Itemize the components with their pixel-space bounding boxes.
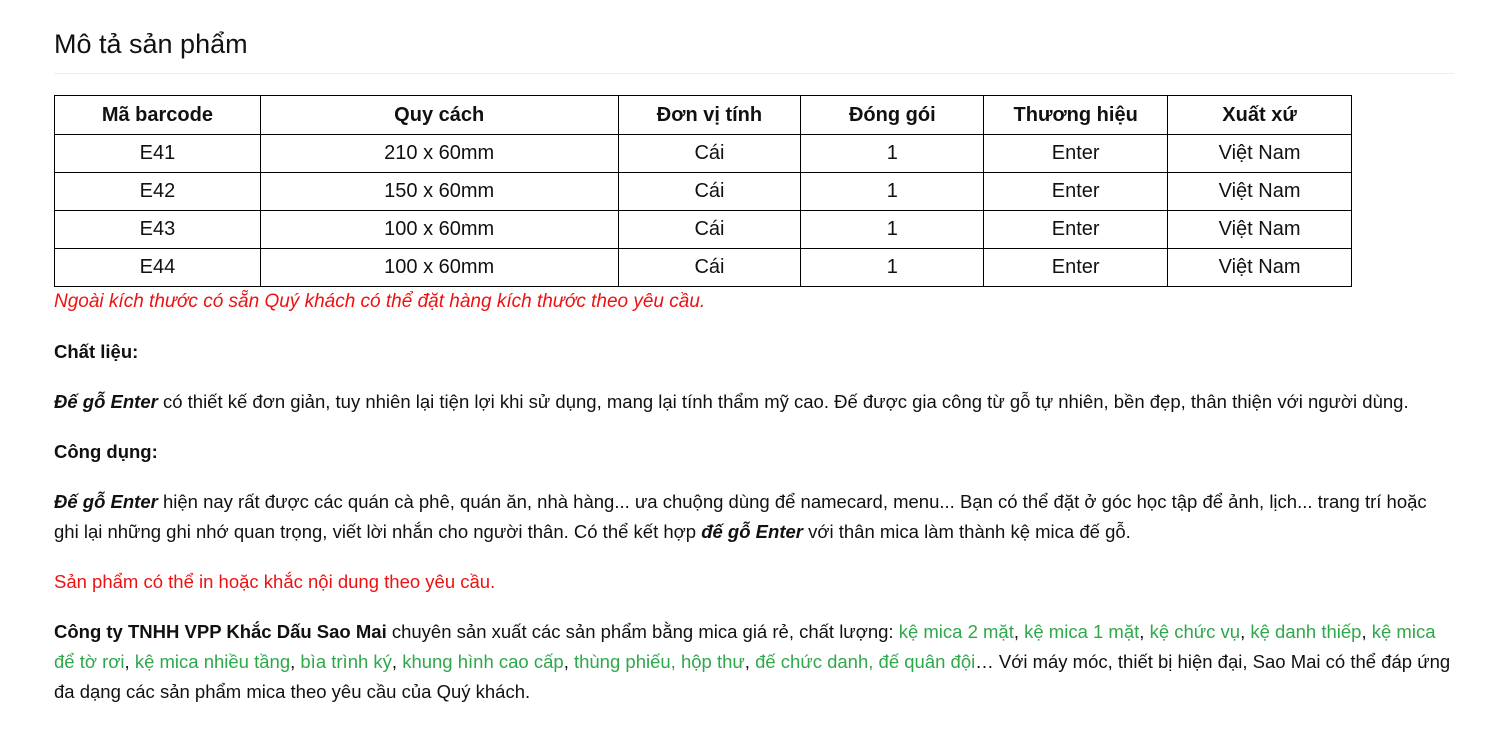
custom-size-note: Ngoài kích thước có sẵn Quý khách có thể đặt hàng kích thước theo yêu cầu. (54, 291, 706, 312)
table-row (55, 135, 1352, 173)
cell-packing: 1 (801, 249, 984, 287)
custom-print-note: Sản phẩm có thể in hoặc khắc nội dung theo yêu cầu. (54, 571, 496, 592)
cell-origin: Việt Nam (1168, 173, 1352, 211)
cell-origin: Việt Nam (1168, 135, 1352, 173)
header-unit: Đơn vị tính (618, 96, 801, 135)
product-name: Đế gỗ Enter (54, 491, 158, 512)
cell-unit: Cái (618, 211, 801, 249)
link-ke-mica-nhieu-tang[interactable]: kệ mica nhiều tầng (134, 651, 291, 672)
cell-barcode: E44 (55, 249, 261, 287)
separator: , (744, 651, 756, 672)
cell-barcode: E43 (55, 211, 261, 249)
table-header-row (55, 96, 1352, 135)
company-paragraph (54, 617, 1454, 707)
link-thung-phieu-hop-thu[interactable]: thùng phiếu, hộp thư (573, 651, 745, 672)
link-ke-mica-2-mat[interactable]: kệ mica 2 mặt (898, 621, 1014, 642)
product-name: đế gỗ Enter (701, 521, 803, 542)
header-brand: Thương hiệu (984, 96, 1168, 135)
separator: , (290, 651, 301, 672)
usage-text-end: với thân mica làm thành kệ mica đế gỗ. (802, 521, 1131, 542)
company-intro: chuyên sản xuất các sản phẩm bằng mica giá rẻ, chất lượng: (386, 621, 899, 642)
cell-brand: Enter (984, 135, 1168, 173)
link-ke-mica-de-to-roi[interactable]: kệ mica để tờ rơi (54, 621, 1436, 672)
link-ke-danh-thiep[interactable]: kệ danh thiếp (1250, 621, 1362, 642)
table-row (55, 173, 1352, 211)
cell-origin: Việt Nam (1168, 249, 1352, 287)
header-packing: Đóng gói (801, 96, 984, 135)
material-text: có thiết kế đơn giản, tuy nhiên lại tiện lợi khi sử dụng, mang lại tính thẩm mỹ cao. Đế được gia công từ gỗ tự nhiên, bền đẹp, thân thiện với người dùng. (157, 391, 1409, 412)
link-de-chuc-danh[interactable]: đế chức danh, đế quân đội (755, 651, 976, 672)
usage-heading: Công dụng: (54, 441, 158, 462)
cell-packing: 1 (801, 135, 984, 173)
cell-spec: 100 x 60mm (260, 211, 618, 249)
material-heading: Chất liệu: (54, 341, 139, 362)
separator: , (563, 651, 574, 672)
cell-brand: Enter (984, 249, 1168, 287)
link-khung-hinh-cao-cap[interactable]: khung hình cao cấp (402, 651, 564, 672)
cell-packing: 1 (801, 211, 984, 249)
cell-origin: Việt Nam (1168, 211, 1352, 249)
header-origin: Xuất xứ (1168, 96, 1352, 135)
separator: , (1240, 621, 1251, 642)
cell-spec: 210 x 60mm (260, 135, 618, 173)
product-description (54, 0, 1454, 707)
cell-barcode: E42 (55, 173, 261, 211)
separator: , (391, 651, 403, 672)
table-row (55, 211, 1352, 249)
spec-table (54, 95, 1352, 287)
product-name: Đế gỗ Enter (54, 391, 158, 412)
cell-unit: Cái (618, 135, 801, 173)
separator: , (1361, 621, 1372, 642)
separator: , (1139, 621, 1150, 642)
cell-brand: Enter (984, 173, 1168, 211)
cell-packing: 1 (801, 173, 984, 211)
table-row (55, 249, 1352, 287)
cell-brand: Enter (984, 211, 1168, 249)
separator: , (124, 651, 135, 672)
separator: , (1013, 621, 1025, 642)
material-paragraph (54, 387, 1454, 417)
link-ke-mica-1-mat[interactable]: kệ mica 1 mặt (1024, 621, 1140, 642)
cell-spec: 150 x 60mm (260, 173, 618, 211)
cell-unit: Cái (618, 173, 801, 211)
usage-paragraph (54, 487, 1454, 547)
usage-text: hiện nay rất được các quán cà phê, quán ăn, nhà hàng... ưa chuộng dùng để namecard, menu... Bạn có thể đặt ở góc học tập để ảnh, lịch... trang trí hoặc ghi lại những ghi nhớ quan trọng, viết lời nhắn cho người thân. Có thể kết hợp (54, 491, 1427, 542)
title-divider (54, 73, 1454, 74)
ellipsis: … (975, 651, 994, 672)
page-title: Mô tả sản phẩm (54, 29, 248, 59)
cell-barcode: E41 (55, 135, 261, 173)
cell-spec: 100 x 60mm (260, 249, 618, 287)
header-spec: Quy cách (260, 96, 618, 135)
cell-unit: Cái (618, 249, 801, 287)
company-name: Công ty TNHH VPP Khắc Dấu Sao Mai (54, 621, 387, 642)
company-outro: Với máy móc, thiết bị hiện đại, Sao Mai có thể đáp ứng đa dạng các sản phẩm mica theo yêu cầu của Quý khách. (54, 651, 1451, 702)
header-barcode: Mã barcode (55, 96, 261, 135)
link-ke-chuc-vu[interactable]: kệ chức vụ (1149, 621, 1241, 642)
link-bia-trinh-ky[interactable]: bìa trình ký (300, 651, 392, 672)
